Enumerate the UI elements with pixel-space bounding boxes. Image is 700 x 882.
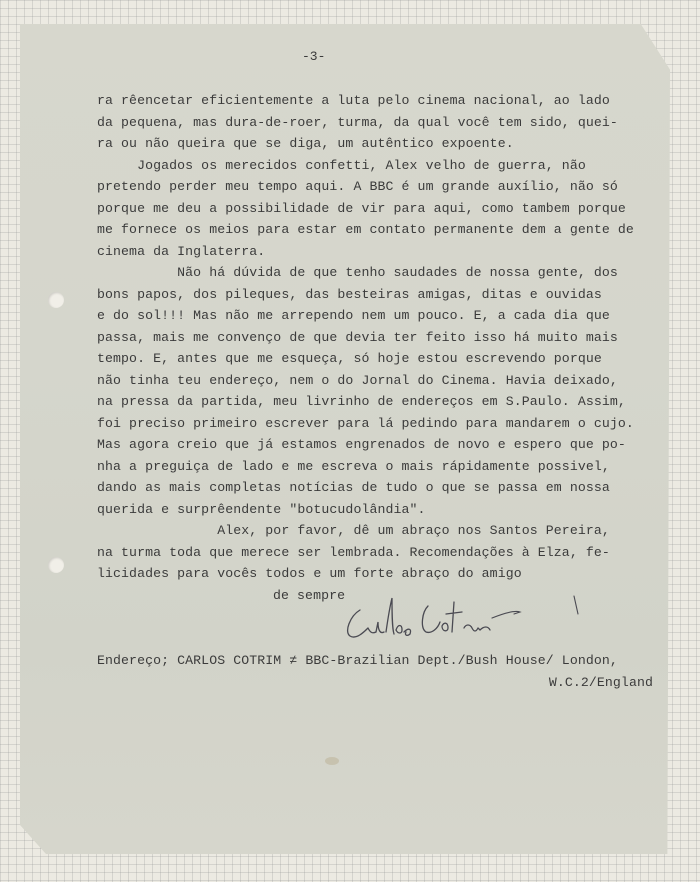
body-line: porque me deu a possibilidade de vir para aqui, como tambem porque <box>97 200 626 216</box>
handwritten-signature <box>342 588 592 648</box>
closing-line: de sempre <box>273 587 346 603</box>
body-line: nha a preguiça de lado e me escreva o mais rápidamente possivel, <box>97 458 610 474</box>
address-line: W.C.2/England <box>548 674 653 690</box>
body-line: Mas agora creio que já estamos engrenados de novo e espero que po- <box>97 437 626 452</box>
body-line: na turma toda que merece ser lembrada. Recomendações à Elza, fe- <box>97 544 610 560</box>
body-line: Jogados os merecidos confetti, Alex velho de guerra, não <box>97 157 586 173</box>
body-line: e do sol!!! Mas não me arrependo nem um pouco. E, a cada dia que <box>97 308 610 323</box>
body-line: ra ou não queira que se diga, um autêntico expoente. <box>97 136 514 151</box>
body-line: passa, mais me convenço de que devia ter feito isso há muito mais <box>97 329 618 345</box>
punch-hole-bottom <box>48 557 64 573</box>
body-line: pretendo perder meu tempo aqui. A BBC é um grande auxílio, não só <box>97 179 618 194</box>
body-line: não tinha teu endereço, nem o do Jornal do Cinema. Havia deixado, <box>97 372 618 388</box>
body-line: Não há dúvida de que tenho saudades de nossa gente, dos <box>97 265 618 280</box>
paper-stain <box>325 757 339 765</box>
address-line: Endereço; CARLOS COTRIM ≠ BBC-Brazilian Dept./Bush House/ London, <box>97 653 618 668</box>
body-line: tempo. E, antes que me esqueça, só hoje estou escrevendo porque <box>97 351 602 366</box>
body-line: cinema da Inglaterra. <box>97 243 266 259</box>
body-line: ra rêencetar eficientemente a luta pelo cinema nacional, ao lado <box>97 93 610 108</box>
body-line: Alex, por favor, dê um abraço nos Santos Pereira, <box>97 523 610 538</box>
body-line: bons papos, dos pileques, das besteiras amigas, ditas e ouvidas <box>97 286 602 302</box>
page-number: -3- <box>302 49 326 64</box>
body-line: dando as mais completas notícias de tudo o que se passa em nossa <box>97 480 610 495</box>
body-line: licidades para vocês todos e um forte abraço do amigo <box>97 566 522 581</box>
punch-hole-top <box>48 292 64 308</box>
body-line: me fornece os meios para estar em contato permanente dem a gente de <box>97 222 634 237</box>
body-line: da pequena, mas dura-de-roer, turma, da qual você tem sido, quei- <box>97 114 618 130</box>
body-line: na pressa da partida, meu livrinho de endereços em S.Paulo. Assim, <box>97 394 626 409</box>
body-line: foi preciso primeiro escrever para lá pedindo para mandarem o cujo. <box>97 415 634 431</box>
body-line: querida e surprêendente "botucudolândia". <box>97 501 426 517</box>
